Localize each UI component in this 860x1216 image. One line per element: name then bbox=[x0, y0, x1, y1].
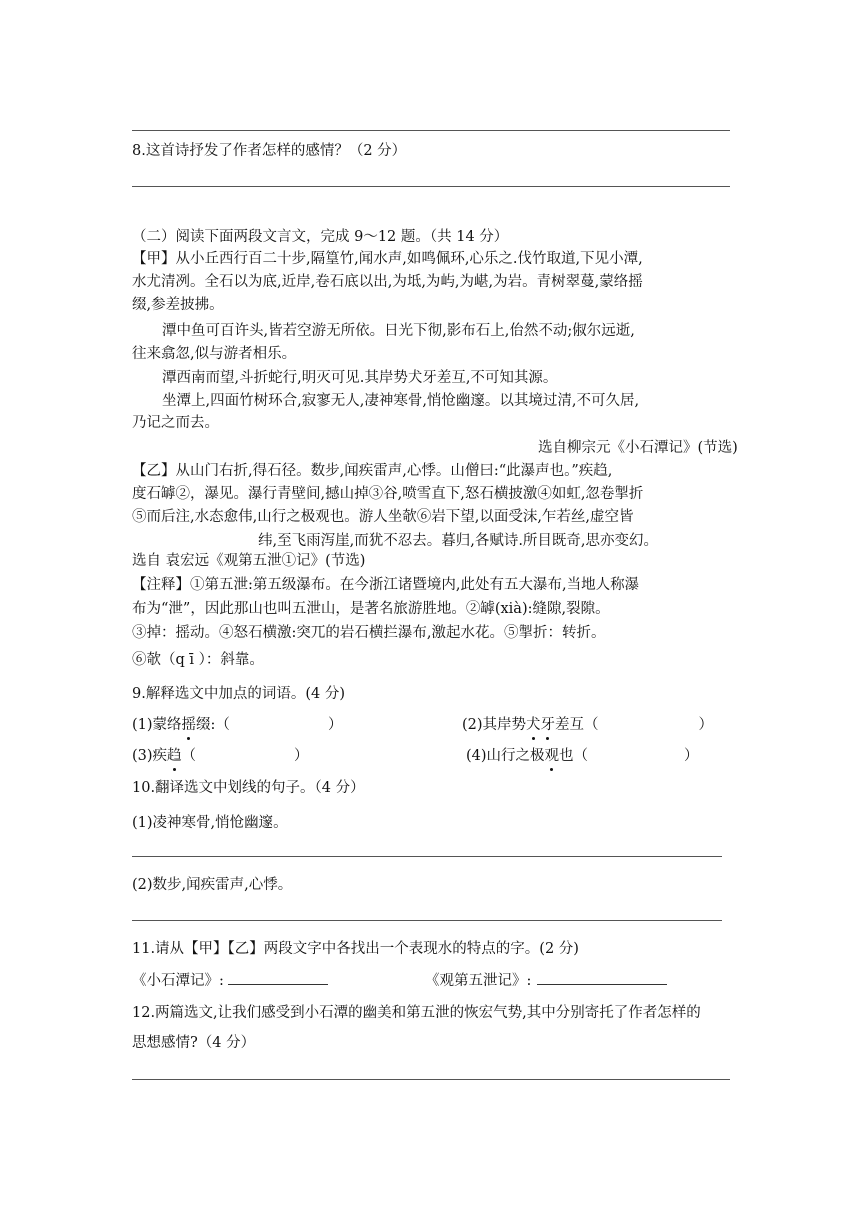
passage-jia-line: 往来翕忽,似与游者相乐。 bbox=[132, 346, 297, 362]
section-intro: （二）阅读下面两段文言文，完成 9～12 题。（共 14 分） bbox=[132, 229, 509, 245]
passage-yi-line: 度石罅②，瀑见。瀑行青壁间,撼山掉③谷,喷雪直下,怒石横披激④如虹,忽卷掣折 bbox=[132, 486, 644, 502]
passage-jia-line: 缀,参差披拂。 bbox=[132, 297, 224, 313]
q10-sentence-2: (2)数步,闻疾雷声,心悸。 bbox=[132, 877, 293, 893]
dotted-char: 摇 bbox=[181, 717, 197, 733]
q9-item-4: (4)山行之极观也（ ） bbox=[466, 748, 699, 764]
q10-sentence-1: (1)凌神寒骨,悄怆幽邃。 bbox=[132, 815, 288, 831]
passage-jia-line: 坐潭上,四面竹树环合,寂寥无人,凄神寒骨,悄怆幽邃。以其境过清,不可久居, bbox=[162, 393, 640, 409]
question-12-line: 12.两篇选文,让我们感受到小石潭的幽美和第五泄的恢宏气势,其中分别寄托了作者怎样的 bbox=[132, 1005, 701, 1021]
passage-jia-line: 潭西南而望,斗折蛇行,明灭可见.其岸势犬牙差互,不可知其源。 bbox=[162, 370, 558, 386]
answer-line[interactable] bbox=[132, 1079, 730, 1080]
notes-line: 布为“泄”，因此那山也叫五泄山，是著名旅游胜地。②罅(xià):缝隙,裂隙。 bbox=[132, 601, 610, 617]
notes-line: ③掉：摇动。④怒石横激:突兀的岩石横拦瀑布,激起水花。⑤掣折：转折。 bbox=[132, 625, 606, 641]
answer-blank[interactable] bbox=[228, 970, 328, 985]
passage-jia-line: 乃记之而去。 bbox=[132, 415, 219, 431]
question-12-line: 思想感情?（4 分） bbox=[132, 1035, 256, 1051]
question-9-title: 9.解释选文中加点的词语。(4 分) bbox=[132, 686, 345, 702]
passage-jia-line: 水尤清冽。全石以为底,近岸,卷石底以出,为坻,为屿,为嵁,为岩。青树翠蔓,蒙络摇 bbox=[132, 274, 643, 290]
q9-item-3: (3)疾趋（ ） bbox=[132, 748, 309, 764]
dotted-char: 牙 bbox=[540, 717, 556, 733]
question-11-title: 11.请从【甲】【乙】两段文字中各找出一个表现水的特点的字。(2 分) bbox=[132, 941, 579, 957]
q9-item-2: (2)其岸势犬牙差互（ ） bbox=[462, 717, 714, 733]
passage-yi-line: 纬,至飞雨泻崖,而犹不忍去。暮归,各赋诗.所目既奇,思亦变幻。 bbox=[258, 533, 659, 549]
notes-line: ⑥欹（q ī ）：斜靠。 bbox=[132, 652, 264, 668]
notes-line: 【注释】①第五泄:第五级瀑布。在今浙江诸暨境内,此处有五大瀑布,当地人称瀑 bbox=[132, 577, 640, 593]
answer-line bbox=[132, 186, 730, 187]
q11-answer-a: 《小石潭记》: bbox=[132, 970, 328, 991]
question-8: 8.这首诗抒发了作者怎样的感情？（2 分） bbox=[132, 143, 407, 159]
q11-answer-b: 《观第五泄记》: bbox=[425, 970, 667, 991]
answer-line[interactable] bbox=[132, 920, 722, 921]
dotted-char: 趋 bbox=[167, 748, 182, 764]
passage-yi-line: ⑤而后注,水态愈伟,山行之极观也。游人坐欹⑥岩下望,以面受沫,乍若丝,虚空皆 bbox=[132, 509, 634, 525]
answer-line[interactable] bbox=[132, 856, 722, 857]
passage-jia-line: 潭中鱼可百许头,皆若空游无所依。日光下彻,影布石上,佁然不动;俶尔远逝, bbox=[162, 323, 635, 339]
passage-jia-line: 【甲】从小丘西行百二十步,隔篁竹,闻水声,如鸣佩环,心乐之.伐竹取道,下见小潭, bbox=[132, 251, 643, 267]
dotted-char: 犬 bbox=[526, 717, 541, 733]
passage-yi-source: 选自 袁宏远《观第五泄①记》(节选) bbox=[132, 553, 366, 569]
q9-item-1: (1)蒙络摇缀:（ ） bbox=[132, 717, 343, 733]
dotted-char: 观 bbox=[544, 748, 560, 764]
question-10-title: 10.翻译选文中划线的句子。（4 分） bbox=[132, 780, 365, 796]
answer-blank[interactable] bbox=[537, 970, 667, 985]
answer-line bbox=[132, 130, 730, 131]
passage-jia-source: 选自柳宗元《小石潭记》(节选) bbox=[538, 440, 738, 456]
passage-yi-line: 【乙】从山门右折,得石径。数步,闻疾雷声,心悸。山僧曰:“此瀑声也。”疾趋, bbox=[132, 463, 613, 479]
